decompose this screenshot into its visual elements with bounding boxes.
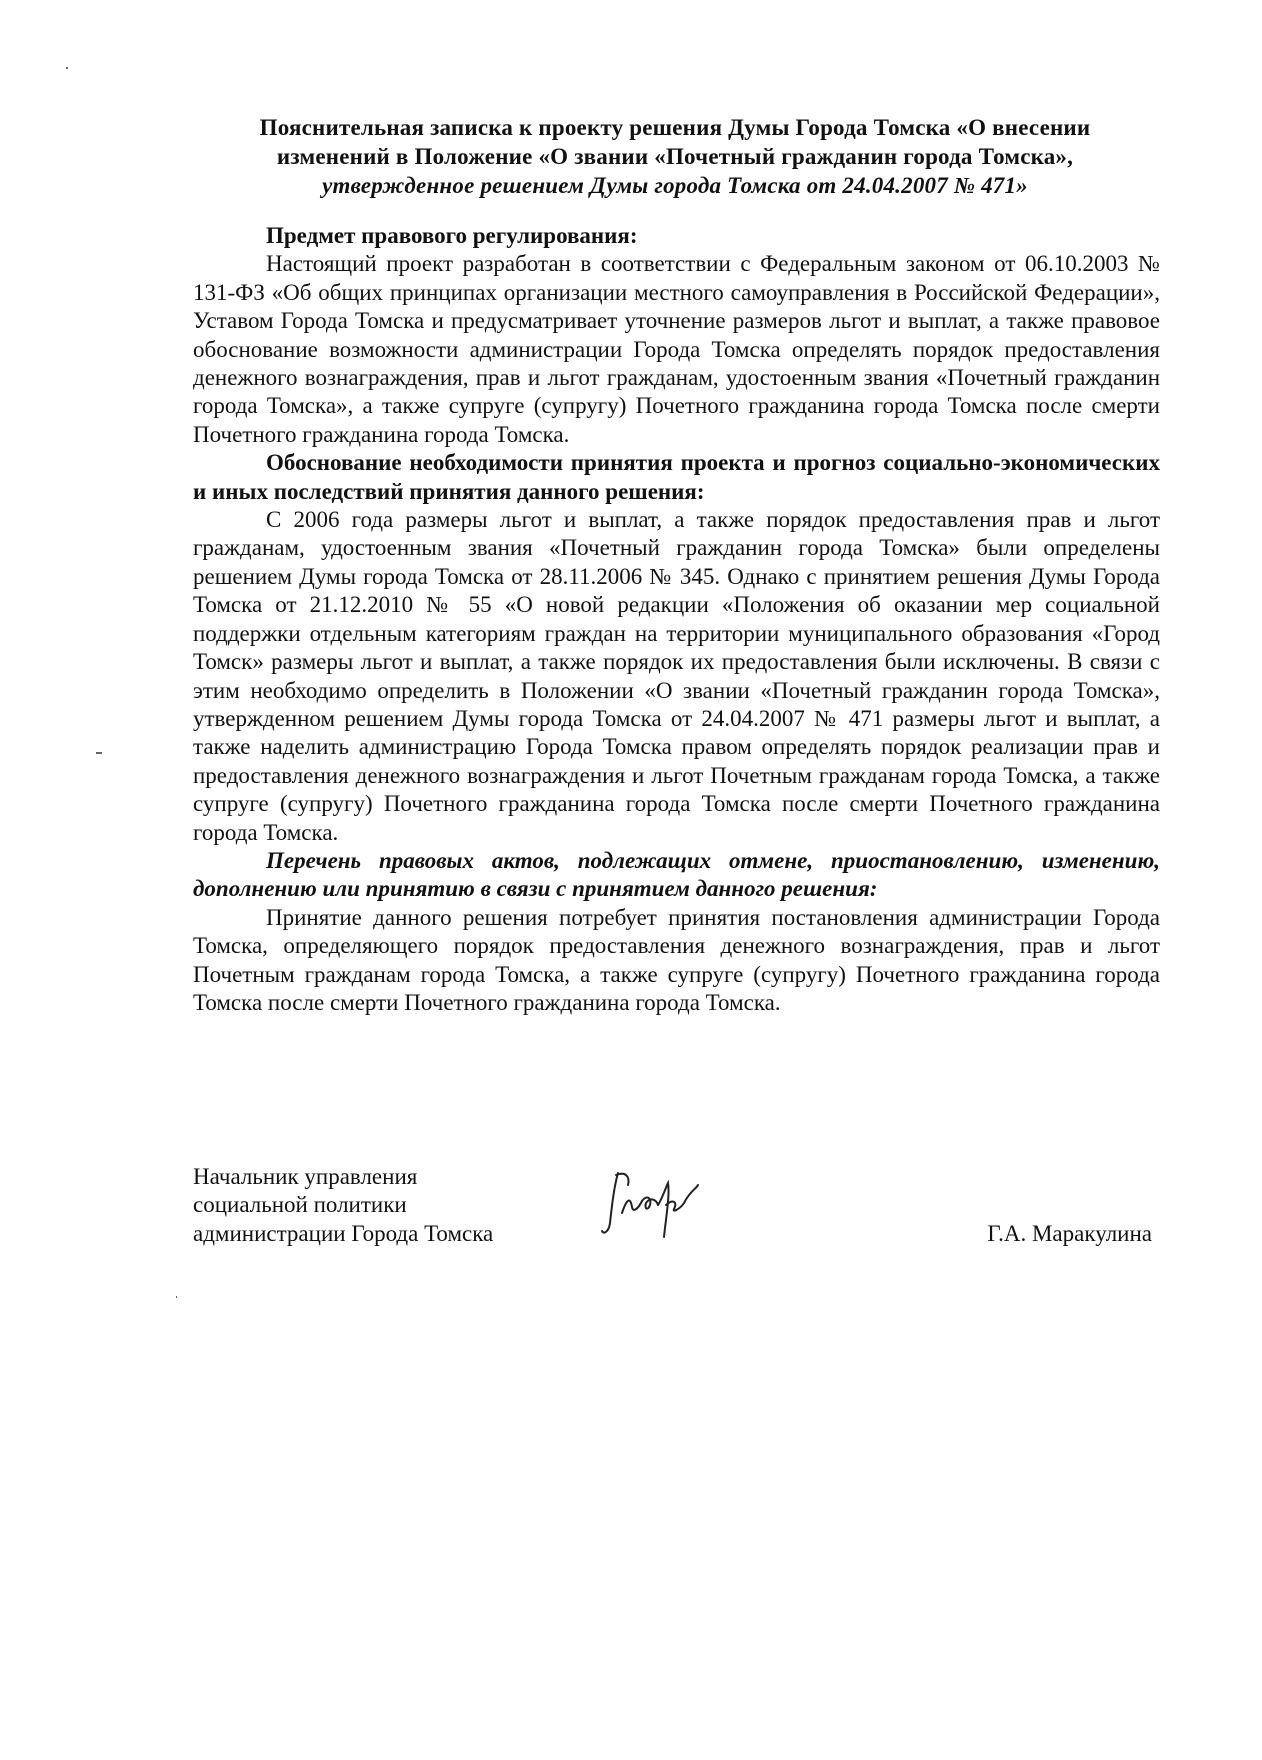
- section-text-acts: Принятие данного решения потребует принятия постановления администрации Города Томска, определяющего порядок предоставления денежного вознаграждения, прав и льгот Почетным гражданам города Томска, а также супруге (супругу) Почетного гражданина города Томска после смерти Почетного гражданина города Томска.: [193, 904, 1160, 1015]
- title-line-2: изменений в Положение «О звании «Почетный гражданин города Томска»,: [276, 144, 1074, 169]
- scan-speck: [66, 67, 68, 69]
- section-text-justification: С 2006 года размеры льгот и выплат, а также порядок предоставления прав и льгот гражданам, удостоенным звания «Почетный гражданин города Томска» были определены решением Думы города Томска от 28.11.2006 № 345. Однако с принятием решения Думы Города Томска от 21.12.2010 № 55 «О новой редакции «Положения об оказании мер социальной поддержки отдельным категориям граждан на территории муниципального образования «Город Томск» размеры льгот и выплат, а также порядок их предоставления были исключены. В связи с этим необходимо определить в Положении «О звании «Почетный гражданин города Томска», утвержденном решением Думы города Томска от 24.04.2007 № 471 размеры льгот и выплат, а также наделить администрацию Города Томска правом определять порядок реализации прав и предоставления денежного вознаграждения и льгот Почетным гражданам города Томска, а также супруге (супругу) Почетного гражданина города Томска после смерти Почетного гражданина города Томска.: [193, 507, 1160, 845]
- section-heading-subject: Предмет правового регулирования:: [266, 223, 638, 248]
- section-text-subject: Настоящий проект разработан в соответствии с Федеральным законом от 06.10.2003 № 131-ФЗ «Об общих принципах организации местного самоуправления в Российской Федерации», Уставом Города Томска и предусматривает уточнение размеров льгот и выплат, а также правовое обоснование возможности администрации Города Томска определять порядок предоставления денежного вознаграждения, прав и льгот гражданам, удостоенным звания «Почетный гражданин города Томска», а также супруге (супругу) Почетного гражданина города Томска после смерти Почетного гражданина города Томска.: [193, 251, 1160, 447]
- handwritten-signature: [600, 1165, 720, 1245]
- position-line-3: администрации Города Томска: [193, 1220, 494, 1246]
- title-line-3: утвержденное решением Думы города Томска от 24.04.2007 № 471»: [322, 173, 1028, 198]
- section-heading-justification: Обоснование необходимости принятия проекта и прогноз социально-экономических и иных последствий принятия данного решения:: [193, 450, 1160, 504]
- position-line-1: Начальник управления: [193, 1164, 418, 1189]
- section-heading-acts: Перечень правовых актов, подлежащих отмене, приостановлению, изменению, дополнению или принятию в связи с принятием данного решения:: [193, 847, 1160, 902]
- document-title: [200, 113, 1150, 200]
- position-line-2: социальной политики: [193, 1192, 407, 1218]
- scan-speck: [176, 1296, 177, 1298]
- signatory-position: [193, 1163, 493, 1248]
- scan-speck: [96, 752, 102, 754]
- title-line-1: Пояснительная записка к проекту решения Думы Города Томска «О внесении: [259, 115, 1091, 140]
- signatory-name: Г.А. Маракулина: [987, 1221, 1152, 1246]
- document-body: [193, 222, 1160, 1017]
